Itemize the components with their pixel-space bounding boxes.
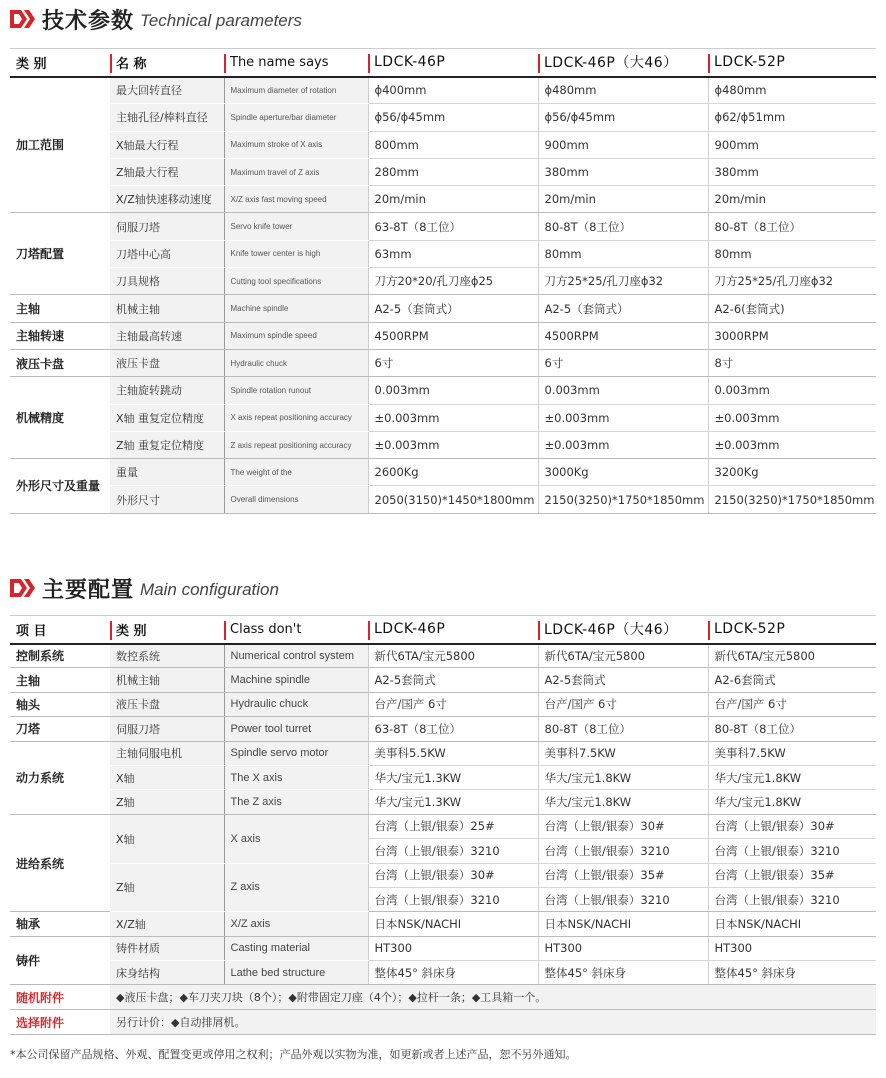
param-name-en: Z axis repeat positioning accuracy xyxy=(224,431,368,458)
table-row xyxy=(10,459,876,486)
value-cell: 台产/国产 6寸 xyxy=(708,692,876,716)
value-cell: 4500RPM xyxy=(538,322,708,349)
value-cell: 8寸 xyxy=(708,349,876,376)
tech-header-row xyxy=(10,49,876,77)
value-cell: 台湾（上银/银泰）3210 xyxy=(708,839,876,863)
value-cell: 80mm xyxy=(538,240,708,267)
value-cell: 台湾（上银/银泰）3210 xyxy=(368,887,538,911)
category-cell: 液压卡盘 xyxy=(10,349,110,376)
table-row xyxy=(10,268,876,295)
value-cell: 80-8T（8工位） xyxy=(708,213,876,240)
value-cell: 900mm xyxy=(708,131,876,158)
param-name-en: Cutting tool specifications xyxy=(224,268,368,295)
config-header-row xyxy=(10,616,876,644)
table-row xyxy=(10,790,876,814)
config-header-model-2: LDCK-46P（大46） xyxy=(538,616,708,644)
value-cell: 20m/min xyxy=(368,186,538,213)
value-cell: 6寸 xyxy=(368,349,538,376)
param-name-en: The weight of the xyxy=(224,459,368,486)
item-name-cn: 机械主轴 xyxy=(110,668,224,692)
disclaimer-note: *本公司保留产品规格、外观、配置变更或停用之权利；产品外观以实物为准，如更新或者上述产品，恕不另外通知。 xyxy=(10,1048,577,1061)
value-cell: 台湾（上银/银泰）35# xyxy=(708,863,876,887)
accessory-text: 另行计价：◆自动排屑机。 xyxy=(110,1010,876,1035)
item-name-en: Numerical control system xyxy=(224,644,368,668)
category-cell: 刀塔 xyxy=(10,717,110,741)
config-title-zh: 主要配置 xyxy=(42,577,135,603)
value-cell: 日本NSK/NACHI xyxy=(708,912,876,936)
item-name-cn: Z轴 xyxy=(110,863,224,912)
table-row xyxy=(10,104,876,131)
value-cell: ϕ56/ϕ45mm xyxy=(368,104,538,131)
category-cell: 动力系统 xyxy=(10,741,110,814)
param-name-cn: 主轴旋转跳动 xyxy=(110,377,224,404)
value-cell: 2150(3250)*1750*1850mm xyxy=(538,486,708,513)
value-cell: A2-6套筒式 xyxy=(708,668,876,692)
value-cell: ±0.003mm xyxy=(538,431,708,458)
tech-section-title xyxy=(10,4,302,34)
value-cell: 台产/国产 6寸 xyxy=(368,692,538,716)
table-row xyxy=(10,486,876,513)
param-name-cn: 伺服刀塔 xyxy=(110,213,224,240)
item-name-cn: 铸件材质 xyxy=(110,936,224,960)
config-header-category: 类 别 xyxy=(110,616,224,644)
value-cell: 刀方25*25/孔刀座ϕ32 xyxy=(538,268,708,295)
config-header-model-3: LDCK-52P xyxy=(708,616,876,644)
item-name-cn: 伺服刀塔 xyxy=(110,717,224,741)
value-cell: 900mm xyxy=(538,131,708,158)
arrow-logo-icon xyxy=(10,579,36,597)
value-cell: 台湾（上银/银泰）3210 xyxy=(368,839,538,863)
value-cell: 华大/宝元1.3KW xyxy=(368,790,538,814)
value-cell: 4500RPM xyxy=(368,322,538,349)
tech-header-category: 类 别 xyxy=(10,49,110,77)
value-cell: 整体45° 斜床身 xyxy=(538,961,708,985)
config-header-model-1: LDCK-46P xyxy=(368,616,538,644)
value-cell: 美事科7.5KW xyxy=(538,741,708,765)
value-cell: 华大/宝元1.8KW xyxy=(538,790,708,814)
value-cell: 台产/国产 6寸 xyxy=(538,692,708,716)
value-cell: 0.003mm xyxy=(708,377,876,404)
param-name-en: Maximum diameter of rotation xyxy=(224,77,368,104)
param-name-cn: 重量 xyxy=(110,459,224,486)
value-cell: A2-5（套筒式） xyxy=(538,295,708,322)
value-cell: 日本NSK/NACHI xyxy=(538,912,708,936)
value-cell: 2600Kg xyxy=(368,459,538,486)
config-section-title xyxy=(10,573,279,603)
value-cell: 3200Kg xyxy=(708,459,876,486)
param-name-cn: X轴最大行程 xyxy=(110,131,224,158)
value-cell: A2-5套筒式 xyxy=(538,668,708,692)
item-name-en: The X axis xyxy=(224,765,368,789)
tech-header-model-1: LDCK-46P xyxy=(368,49,538,77)
value-cell: 20m/min xyxy=(538,186,708,213)
param-name-cn: X轴 重复定位精度 xyxy=(110,404,224,431)
item-name-en: Spindle servo motor xyxy=(224,741,368,765)
tech-header-name-en: The name says xyxy=(224,49,368,77)
item-name-en: Machine spindle xyxy=(224,668,368,692)
value-cell: 整体45° 斜床身 xyxy=(708,961,876,985)
value-cell: 3000Kg xyxy=(538,459,708,486)
param-name-en: Servo knife tower xyxy=(224,213,368,240)
value-cell: 63mm xyxy=(368,240,538,267)
param-name-cn: 刀塔中心高 xyxy=(110,240,224,267)
category-cell: 控制系统 xyxy=(10,644,110,668)
value-cell: 华大/宝元1.8KW xyxy=(708,765,876,789)
value-cell: 3000RPM xyxy=(708,322,876,349)
value-cell: 台湾（上银/银泰）30# xyxy=(368,863,538,887)
value-cell: 新代6TA/宝元5800 xyxy=(368,644,538,668)
value-cell: 台湾（上银/银泰）25# xyxy=(368,814,538,838)
param-name-cn: 主轴孔径/棒料直径 xyxy=(110,104,224,131)
table-row xyxy=(10,131,876,158)
param-name-cn: 主轴最高转速 xyxy=(110,322,224,349)
value-cell: 380mm xyxy=(538,158,708,185)
item-name-cn: X轴 xyxy=(110,814,224,863)
param-name-en: Maximum stroke of X axis xyxy=(224,131,368,158)
param-name-en: Maximum travel of Z axis xyxy=(224,158,368,185)
param-name-cn: X/Z轴快速移动速度 xyxy=(110,186,224,213)
param-name-en: Machine spindle xyxy=(224,295,368,322)
table-row xyxy=(10,404,876,431)
value-cell: 0.003mm xyxy=(368,377,538,404)
value-cell: 20m/min xyxy=(708,186,876,213)
value-cell: 2050(3150)*1450*1800mm xyxy=(368,486,538,513)
value-cell: 台湾（上银/银泰）30# xyxy=(538,814,708,838)
table-row xyxy=(10,213,876,240)
value-cell: 800mm xyxy=(368,131,538,158)
category-cell: 轴承 xyxy=(10,912,110,936)
value-cell: HT300 xyxy=(368,936,538,960)
param-name-cn: 最大回转直径 xyxy=(110,77,224,104)
value-cell: 华大/宝元1.8KW xyxy=(708,790,876,814)
table-row xyxy=(10,961,876,985)
config-header-item: 项 目 xyxy=(10,616,110,644)
param-name-cn: 外形尺寸 xyxy=(110,486,224,513)
table-row xyxy=(10,668,876,692)
item-name-en: Lathe bed structure xyxy=(224,961,368,985)
value-cell: 新代6TA/宝元5800 xyxy=(538,644,708,668)
category-cell: 铸件 xyxy=(10,936,110,985)
value-cell: 6寸 xyxy=(538,349,708,376)
value-cell: ±0.003mm xyxy=(368,431,538,458)
param-name-en: Knife tower center is high xyxy=(224,240,368,267)
item-name-cn: 数控系统 xyxy=(110,644,224,668)
value-cell: A2-5（套筒式） xyxy=(368,295,538,322)
value-cell: 日本NSK/NACHI xyxy=(368,912,538,936)
item-name-cn: 床身结构 xyxy=(110,961,224,985)
table-row xyxy=(10,322,876,349)
param-name-cn: 刀具规格 xyxy=(110,268,224,295)
table-row xyxy=(10,77,876,104)
value-cell: ±0.003mm xyxy=(368,404,538,431)
value-cell: 台湾（上银/银泰）3210 xyxy=(538,839,708,863)
table-row xyxy=(10,240,876,267)
item-name-cn: X/Z轴 xyxy=(110,912,224,936)
value-cell: ϕ480mm xyxy=(538,77,708,104)
accessory-label: 随机附件 xyxy=(10,985,110,1010)
value-cell: 刀方20*20/孔刀座ϕ25 xyxy=(368,268,538,295)
value-cell: ϕ400mm xyxy=(368,77,538,104)
table-row xyxy=(10,377,876,404)
config-header-class-en: Class don't xyxy=(224,616,368,644)
value-cell: ϕ480mm xyxy=(708,77,876,104)
category-cell: 主轴 xyxy=(10,295,110,322)
param-name-en: Spindle rotation runout xyxy=(224,377,368,404)
table-row xyxy=(10,936,876,960)
category-cell: 主轴转速 xyxy=(10,322,110,349)
arrow-logo-icon xyxy=(10,10,36,28)
value-cell: ϕ56/ϕ45mm xyxy=(538,104,708,131)
value-cell: 华大/宝元1.3KW xyxy=(368,765,538,789)
param-name-en: Hydraulic chuck xyxy=(224,349,368,376)
param-name-cn: 机械主轴 xyxy=(110,295,224,322)
param-name-en: Spindle aperture/bar diameter xyxy=(224,104,368,131)
item-name-en: Z axis xyxy=(224,863,368,912)
param-name-en: X axis repeat positioning accuracy xyxy=(224,404,368,431)
value-cell: 2150(3250)*1750*1850mm xyxy=(708,486,876,513)
tech-title-zh: 技术参数 xyxy=(42,8,135,34)
table-row xyxy=(10,349,876,376)
table-row xyxy=(10,741,876,765)
table-row xyxy=(10,717,876,741)
value-cell: 新代6TA/宝元5800 xyxy=(708,644,876,668)
table-row xyxy=(10,692,876,716)
value-cell: ϕ62/ϕ51mm xyxy=(708,104,876,131)
value-cell: 80-8T（8工位） xyxy=(538,717,708,741)
tech-title-en: Technical parameters xyxy=(140,11,302,30)
category-cell: 加工范围 xyxy=(10,77,110,213)
value-cell: 80-8T（8工位） xyxy=(538,213,708,240)
item-name-en: Power tool turret xyxy=(224,717,368,741)
item-name-en: Hydraulic chuck xyxy=(224,692,368,716)
value-cell: ±0.003mm xyxy=(708,404,876,431)
value-cell: A2-6(套筒式) xyxy=(708,295,876,322)
param-name-en: Overall dimensions xyxy=(224,486,368,513)
category-cell: 轴头 xyxy=(10,692,110,716)
value-cell: 整体45° 斜床身 xyxy=(368,961,538,985)
item-name-cn: Z轴 xyxy=(110,790,224,814)
table-row xyxy=(10,912,876,936)
item-name-cn: 液压卡盘 xyxy=(110,692,224,716)
table-row xyxy=(10,158,876,185)
config-title-en: Main configuration xyxy=(140,580,279,599)
item-name-cn: 主轴伺服电机 xyxy=(110,741,224,765)
item-name-cn: X轴 xyxy=(110,765,224,789)
table-row xyxy=(10,765,876,789)
item-name-en: X/Z axis xyxy=(224,912,368,936)
param-name-en: Maximum spindle speed xyxy=(224,322,368,349)
param-name-cn: Z轴 重复定位精度 xyxy=(110,431,224,458)
item-name-en: Casting material xyxy=(224,936,368,960)
value-cell: 台湾（上银/银泰）3210 xyxy=(708,887,876,911)
param-name-en: X/Z axis fast moving speed xyxy=(224,186,368,213)
table-row xyxy=(10,431,876,458)
table-row xyxy=(10,644,876,668)
tech-header-model-2: LDCK-46P（大46） xyxy=(538,49,708,77)
accessory-row xyxy=(10,1010,876,1035)
value-cell: 80-8T（8工位） xyxy=(708,717,876,741)
table-row xyxy=(10,186,876,213)
tech-header-name: 名 称 xyxy=(110,49,224,77)
tech-header-model-3: LDCK-52P xyxy=(708,49,876,77)
value-cell: 台湾（上银/银泰）35# xyxy=(538,863,708,887)
tech-params-table xyxy=(10,48,876,514)
main-config-table xyxy=(10,615,876,1035)
value-cell: 台湾（上银/银泰）30# xyxy=(708,814,876,838)
category-cell: 主轴 xyxy=(10,668,110,692)
value-cell: 美事科5.5KW xyxy=(368,741,538,765)
value-cell: 63-8T（8工位） xyxy=(368,717,538,741)
value-cell: A2-5套筒式 xyxy=(368,668,538,692)
param-name-cn: Z轴最大行程 xyxy=(110,158,224,185)
value-cell: ±0.003mm xyxy=(538,404,708,431)
accessory-row xyxy=(10,985,876,1010)
value-cell: ±0.003mm xyxy=(708,431,876,458)
value-cell: 台湾（上银/银泰）3210 xyxy=(538,887,708,911)
value-cell: 280mm xyxy=(368,158,538,185)
value-cell: 刀方25*25/孔刀座ϕ32 xyxy=(708,268,876,295)
param-name-cn: 液压卡盘 xyxy=(110,349,224,376)
table-row xyxy=(10,863,876,887)
value-cell: HT300 xyxy=(708,936,876,960)
category-cell: 外形尺寸及重量 xyxy=(10,459,110,514)
value-cell: 美事科7.5KW xyxy=(708,741,876,765)
item-name-en: The Z axis xyxy=(224,790,368,814)
value-cell: 63-8T（8工位） xyxy=(368,213,538,240)
value-cell: 0.003mm xyxy=(538,377,708,404)
value-cell: 80mm xyxy=(708,240,876,267)
accessory-label: 选择附件 xyxy=(10,1010,110,1035)
category-cell: 刀塔配置 xyxy=(10,213,110,295)
category-cell: 机械精度 xyxy=(10,377,110,459)
item-name-en: X axis xyxy=(224,814,368,863)
value-cell: HT300 xyxy=(538,936,708,960)
category-cell: 进给系统 xyxy=(10,814,110,912)
table-row xyxy=(10,814,876,838)
table-row xyxy=(10,295,876,322)
value-cell: 华大/宝元1.8KW xyxy=(538,765,708,789)
accessory-text: ◆液压卡盘；◆车刀夹刀块（8个）；◆附带固定刀座（4个）；◆拉杆一条；◆工具箱一个。 xyxy=(110,985,876,1010)
value-cell: 380mm xyxy=(708,158,876,185)
